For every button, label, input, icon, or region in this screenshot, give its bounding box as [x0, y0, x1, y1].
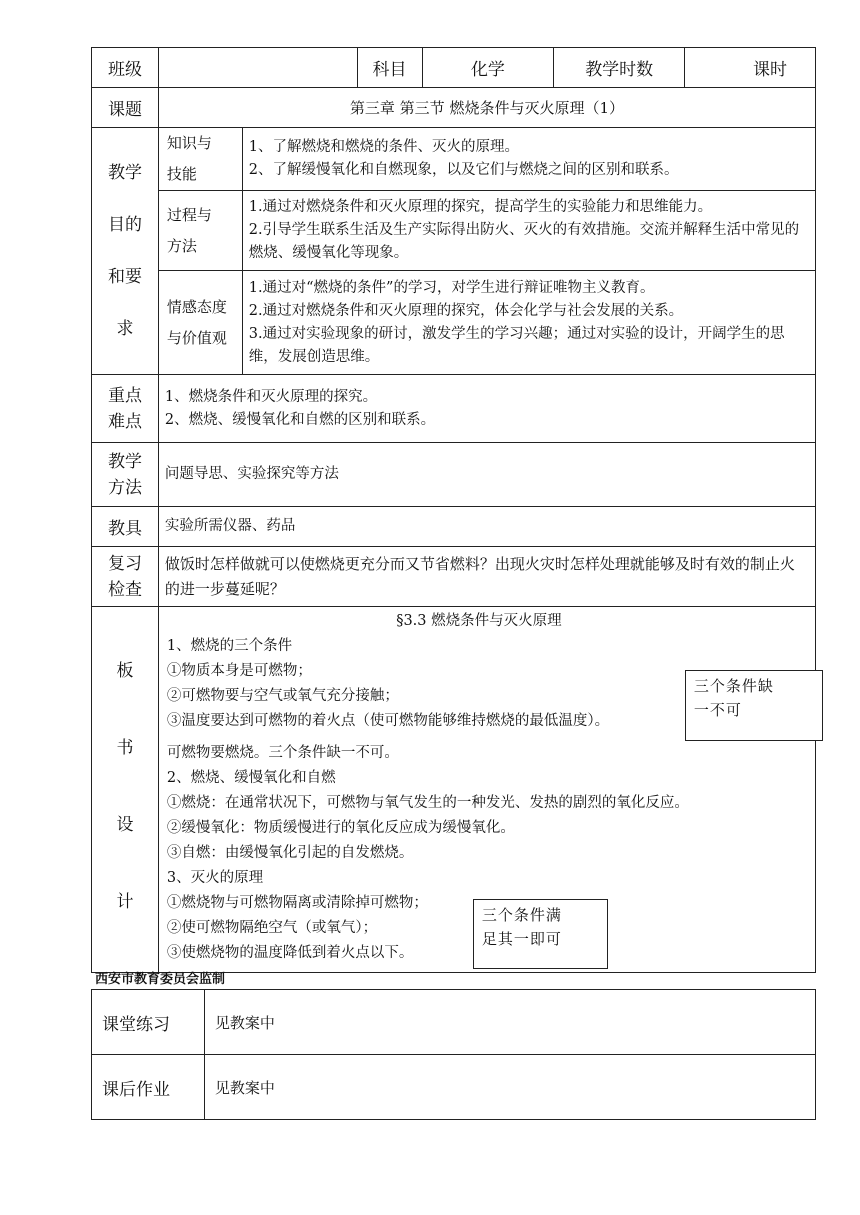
key-point-line: 1、燃烧条件和灭火原理的探究。 — [164, 388, 378, 405]
label-line: 方法 — [107, 477, 142, 498]
attitude-label — [158, 271, 242, 375]
objectives-label-line: 求 — [116, 319, 134, 339]
objective-line: 2、了解缓慢氧化和自燃现象，以及它们与燃烧之间的区别和联系。 — [248, 162, 679, 178]
homework-value: 见教案中 — [204, 1055, 815, 1120]
tools-row — [92, 507, 816, 547]
label-line: 情感态度 — [166, 297, 227, 316]
objectives-label — [92, 128, 159, 375]
board-line: ①燃烧：在通常状况下，可燃物与氧气发生的一种发光、发热的剧烈的氧化反应。 — [166, 795, 689, 811]
note-line: 足其一即可 — [481, 930, 562, 948]
label-line: 技能 — [166, 165, 197, 183]
objective-line: 2.引导学生联系生活及生产实际得出防火、灭火的有效措施。交流并解释生活中常见的燃烧、缓慢氧化等现象。 — [248, 222, 800, 261]
note-box-conditions-one — [473, 899, 608, 969]
note-line: 三个条件缺 — [693, 677, 774, 695]
board-line: ③温度要达到可燃物的着火点（使可燃物能够维持燃烧的最低温度）。 — [166, 713, 610, 729]
objective-line: 1、了解燃烧和燃烧的条件、灭火的原理。 — [248, 139, 520, 155]
tools-label: 教具 — [92, 507, 159, 547]
board-line: ③使燃烧物的温度降低到着火点以下。 — [166, 945, 414, 961]
objective-line: 1.通过对燃烧条件和灭火原理的探究，提高学生的实验能力和思维能力。 — [248, 199, 713, 215]
board-label-char: 计 — [116, 892, 134, 912]
board-label-char: 书 — [116, 738, 134, 758]
board-area — [159, 607, 815, 971]
objective-line: 2.通过对燃烧条件和灭火原理的探究，体会化学与社会发展的关系。 — [248, 302, 684, 319]
attitude-text — [242, 271, 815, 375]
board-label — [92, 607, 159, 973]
class-value — [158, 48, 357, 88]
objective-row-attitude — [92, 271, 816, 375]
objective-line: 3.通过对实验现象的研讨，激发学生的学习兴趣；通过对实验的设计，开阔学生的思维，发展创造思维。 — [248, 325, 785, 365]
class-label: 班级 — [92, 48, 159, 88]
key-point-line: 2、燃烧、缓慢氧化和自燃的区别和联系。 — [164, 411, 436, 428]
note-line: 一不可 — [693, 701, 742, 719]
header-row — [92, 48, 816, 88]
board-row — [92, 607, 816, 973]
key-points-label — [92, 375, 159, 443]
review-label — [92, 547, 159, 607]
note-box-conditions-all — [685, 670, 823, 741]
objective-line: 1.通过对“燃烧的条件”的学习，对学生进行辩证唯物主义教育。 — [248, 279, 655, 296]
board-line: 2、燃烧、缓慢氧化和自燃 — [166, 770, 336, 786]
method-text: 问题导思、实验探究等方法 — [158, 443, 815, 507]
review-text: 做饭时怎样做就可以使燃烧更充分而又节省燃料？出现火灾时怎样处理就能够及时有效的制止火的进一步蔓延呢？ — [158, 547, 815, 607]
board-line: ③自燃：由缓慢氧化引起的自发燃烧。 — [166, 845, 414, 861]
board-content — [158, 607, 815, 973]
knowledge-label — [158, 128, 242, 191]
board-line: 3、灭火的原理 — [166, 870, 264, 886]
note-line: 三个条件满 — [481, 906, 562, 924]
board-line: ②使可燃物隔绝空气（或氧气）； — [166, 920, 378, 936]
homework-label: 课后作业 — [92, 1055, 205, 1120]
objectives-label-line: 教学 — [107, 163, 142, 183]
label-line: 过程与 — [166, 205, 212, 224]
board-label-char: 设 — [116, 815, 134, 835]
method-row — [92, 443, 816, 507]
key-points-row — [92, 375, 816, 443]
key-points-text — [158, 375, 815, 443]
objective-row-knowledge — [92, 128, 816, 191]
practice-row — [92, 990, 816, 1055]
board-line: ②可燃物要与空气或氧气充分接触； — [166, 688, 399, 704]
practice-value: 见教案中 — [204, 990, 815, 1055]
topic-value: 第三章 第三节 燃烧条件与灭火原理（1） — [158, 88, 815, 128]
label-line: 知识与 — [166, 134, 212, 152]
board-line: ②缓慢氧化：物质缓慢进行的氧化反应成为缓慢氧化。 — [166, 820, 515, 836]
process-text — [242, 191, 815, 271]
objectives-label-line: 和要 — [107, 267, 142, 287]
practice-label: 课堂练习 — [92, 990, 205, 1055]
knowledge-text — [242, 128, 815, 191]
label-line: 检查 — [107, 579, 142, 600]
board-label-char: 板 — [116, 661, 134, 681]
method-label — [92, 443, 159, 507]
subject-value: 化学 — [422, 48, 554, 88]
hours-label: 教学时数 — [554, 48, 685, 88]
label-line: 重点 — [107, 385, 142, 406]
board-line: ①物质本身是可燃物； — [166, 663, 312, 679]
board-line: 可燃物要燃烧。三个条件缺一不可。 — [166, 745, 399, 761]
objectives-label-line: 目的 — [107, 215, 142, 235]
label-line: 方法 — [166, 236, 197, 255]
topic-label: 课题 — [92, 88, 159, 128]
label-line: 教学 — [107, 451, 142, 472]
label-line: 与价值观 — [166, 328, 227, 347]
period-label: 课时 — [685, 48, 816, 88]
footer-supervisor: 西安市教育委员会监制 — [95, 972, 226, 987]
lesson-plan-table — [91, 47, 816, 973]
board-line: ①燃烧物与可燃物隔离或清除掉可燃物； — [166, 895, 428, 911]
board-line: 1、燃烧的三个条件 — [166, 638, 293, 654]
objective-row-process — [92, 191, 816, 271]
topic-row — [92, 88, 816, 128]
practice-table — [91, 989, 816, 1120]
subject-label: 科目 — [357, 48, 422, 88]
board-title: §3.3 燃烧条件与灭火原理 — [396, 613, 562, 629]
review-row — [92, 547, 816, 607]
tools-text: 实验所需仪器、药品 — [158, 507, 815, 547]
label-line: 复习 — [107, 553, 142, 574]
process-label — [158, 191, 242, 271]
homework-row — [92, 1055, 816, 1120]
label-line: 难点 — [107, 411, 142, 432]
